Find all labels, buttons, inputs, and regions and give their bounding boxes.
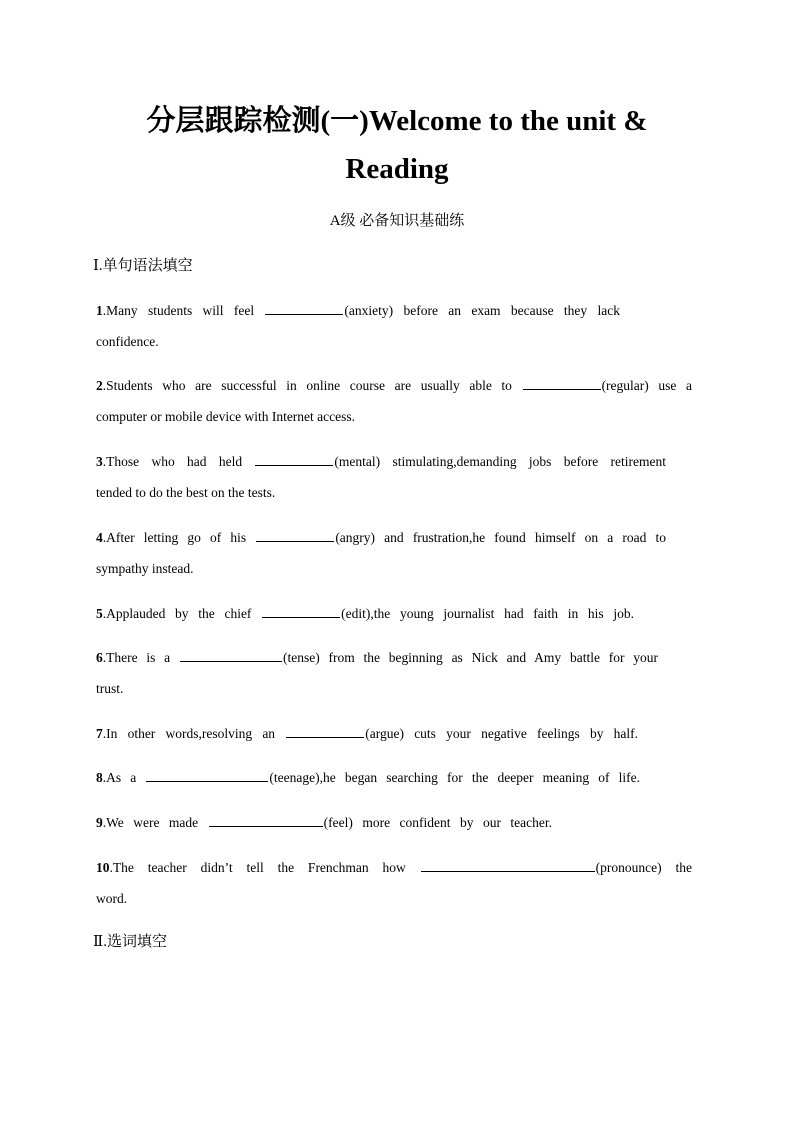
question-line: [96, 446, 666, 477]
question-number: 9: [96, 815, 103, 830]
page-title-line-1: 分层跟踪检测(一)Welcome to the unit &: [146, 105, 648, 137]
answer-blank[interactable]: [262, 603, 340, 618]
answer-blank[interactable]: [421, 857, 595, 872]
question-text: .Many students will feel: [102, 303, 265, 318]
question-continuation: confidence.: [96, 334, 159, 349]
question-text: .We were made: [102, 815, 208, 830]
question-text: (teenage),he began searching for the deeper meaning of life.: [269, 770, 641, 785]
question-continuation: tended to do the best on the tests.: [96, 485, 276, 500]
question-line: [96, 807, 552, 838]
answer-blank[interactable]: [209, 812, 323, 827]
question-line: [96, 762, 640, 793]
question-text: (edit),the young journalist had faith in his job.: [341, 606, 634, 621]
question-line: [96, 598, 634, 629]
question-text: (feel) more confident by our teacher.: [323, 815, 552, 830]
section-heading-grammar-fill: Ⅰ.单句语法填空: [93, 258, 193, 274]
question-line: [96, 370, 692, 401]
question-text: (tense) from the beginning as Nick and Amy battle for your: [282, 650, 658, 665]
question-7: [96, 718, 692, 749]
question-text: (angry) and frustration,he found himself on a road to: [335, 530, 666, 545]
question-text: .Students who are successful in online course are usually able to: [102, 378, 522, 393]
answer-blank[interactable]: [265, 300, 343, 315]
page-title-line-2: Reading: [345, 153, 449, 185]
question-number: 4: [96, 530, 103, 545]
question-text: .As a: [102, 770, 146, 785]
question-3: [96, 446, 692, 508]
question-text: .In other words,resolving an: [102, 726, 286, 741]
question-4: [96, 522, 692, 584]
question-6: [96, 642, 692, 704]
question-continuation: word.: [96, 891, 128, 906]
question-number: 5: [96, 606, 103, 621]
answer-blank[interactable]: [256, 527, 334, 542]
question-text: .Those who had held: [102, 454, 255, 469]
question-number: 6: [96, 650, 103, 665]
question-text: .There is a: [102, 650, 179, 665]
answer-blank[interactable]: [146, 767, 268, 782]
question-number: 2: [96, 378, 103, 393]
question-text: (pronounce) the: [595, 860, 693, 875]
question-text: .After letting go of his: [102, 530, 256, 545]
question-text: (argue) cuts your negative feelings by half.: [365, 726, 639, 741]
question-continuation: trust.: [96, 681, 124, 696]
question-text: (mental) stimulating,demanding jobs before retirement: [334, 454, 666, 469]
question-line: [96, 295, 620, 326]
level-subtitle: A级 必备知识基础练: [329, 213, 465, 229]
question-number: 8: [96, 770, 103, 785]
question-number: 7: [96, 726, 103, 741]
question-number: 10: [96, 860, 110, 875]
question-10: [96, 852, 692, 914]
answer-blank[interactable]: [523, 375, 601, 390]
question-line: [96, 642, 658, 673]
question-5: [96, 598, 692, 629]
question-continuation: sympathy instead.: [96, 561, 194, 576]
question-text: .The teacher didn’t tell the Frenchman how: [109, 860, 420, 875]
question-text: (anxiety) before an exam because they lack: [344, 303, 620, 318]
answer-blank[interactable]: [255, 451, 333, 466]
question-line: [96, 522, 666, 553]
question-1: [96, 295, 692, 357]
answer-blank[interactable]: [286, 723, 364, 738]
question-9: [96, 807, 692, 838]
question-text: (regular) use a: [601, 378, 692, 393]
section-heading-word-choice: Ⅱ.选词填空: [93, 934, 167, 950]
answer-blank[interactable]: [180, 647, 282, 662]
question-number: 3: [96, 454, 103, 469]
question-8: [96, 762, 692, 793]
question-text: .Applauded by the chief: [102, 606, 262, 621]
question-number: 1: [96, 303, 103, 318]
question-continuation: computer or mobile device with Internet access.: [96, 409, 356, 424]
question-line: [96, 852, 692, 883]
question-2: [96, 370, 692, 432]
question-line: [96, 718, 638, 749]
